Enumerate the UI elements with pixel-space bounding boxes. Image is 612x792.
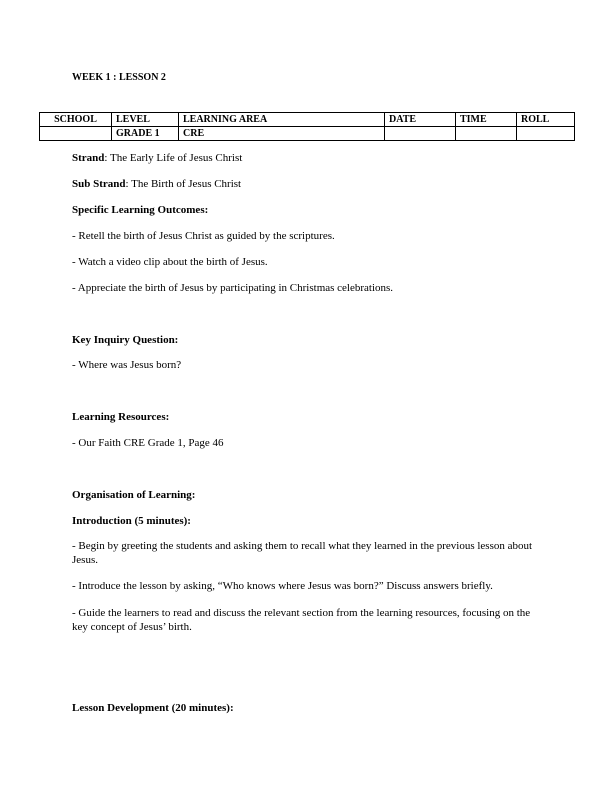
outcome-item: - Retell the birth of Jesus Christ as guided by the scriptures.	[72, 230, 335, 242]
level-cell: GRADE 1	[112, 127, 179, 141]
date-cell	[385, 127, 456, 141]
table-row	[40, 127, 575, 141]
time-header: TIME	[456, 113, 517, 127]
lesson-info-table	[39, 112, 575, 141]
sub-strand-line	[72, 177, 542, 191]
date-header: DATE	[385, 113, 456, 127]
resource-item: - Our Faith CRE Grade 1, Page 46	[72, 437, 224, 449]
strand-value: : The Early Life of Jesus Christ	[104, 152, 243, 164]
organisation-heading: Organisation of Learning:	[72, 489, 196, 501]
introduction-item: - Introduce the lesson by asking, “Who knows where Jesus was born?” Discuss answers briefly.	[72, 580, 493, 592]
time-cell	[456, 127, 517, 141]
roll-header: ROLL	[517, 113, 575, 127]
sub-strand-label: Sub Strand	[72, 178, 126, 190]
introduction-heading: Introduction (5 minutes):	[72, 515, 191, 527]
outcome-item: - Appreciate the birth of Jesus by participating in Christmas celebrations.	[72, 282, 394, 294]
inquiry-heading: Key Inquiry Question:	[72, 334, 179, 346]
learning-area-header: LEARNING AREA	[179, 113, 385, 127]
outcomes-heading: Specific Learning Outcomes:	[72, 204, 209, 216]
inquiry-item: - Where was Jesus born?	[72, 359, 182, 371]
school-cell	[40, 127, 112, 141]
sub-strand-value: : The Birth of Jesus Christ	[125, 178, 242, 190]
roll-cell	[517, 127, 575, 141]
development-heading: Lesson Development (20 minutes):	[72, 702, 234, 714]
outcome-item: - Watch a video clip about the birth of Jesus.	[72, 256, 268, 268]
introduction-item: - Begin by greeting the students and asking them to recall what they learned in the previous lesson about Jesus.	[72, 540, 533, 566]
resources-heading: Learning Resources:	[72, 411, 170, 423]
school-header: SCHOOL	[40, 113, 112, 127]
level-header: LEVEL	[112, 113, 179, 127]
introduction-item: - Guide the learners to read and discuss the relevant section from the learning resources, focusing on the key concept of Jesus’ birth.	[72, 607, 531, 633]
strand-line	[72, 151, 542, 165]
lesson-title: WEEK 1 : LESSON 2	[72, 72, 166, 83]
table-header-row	[40, 113, 575, 127]
strand-label: Strand	[72, 152, 105, 164]
learning-area-cell: CRE	[179, 127, 385, 141]
